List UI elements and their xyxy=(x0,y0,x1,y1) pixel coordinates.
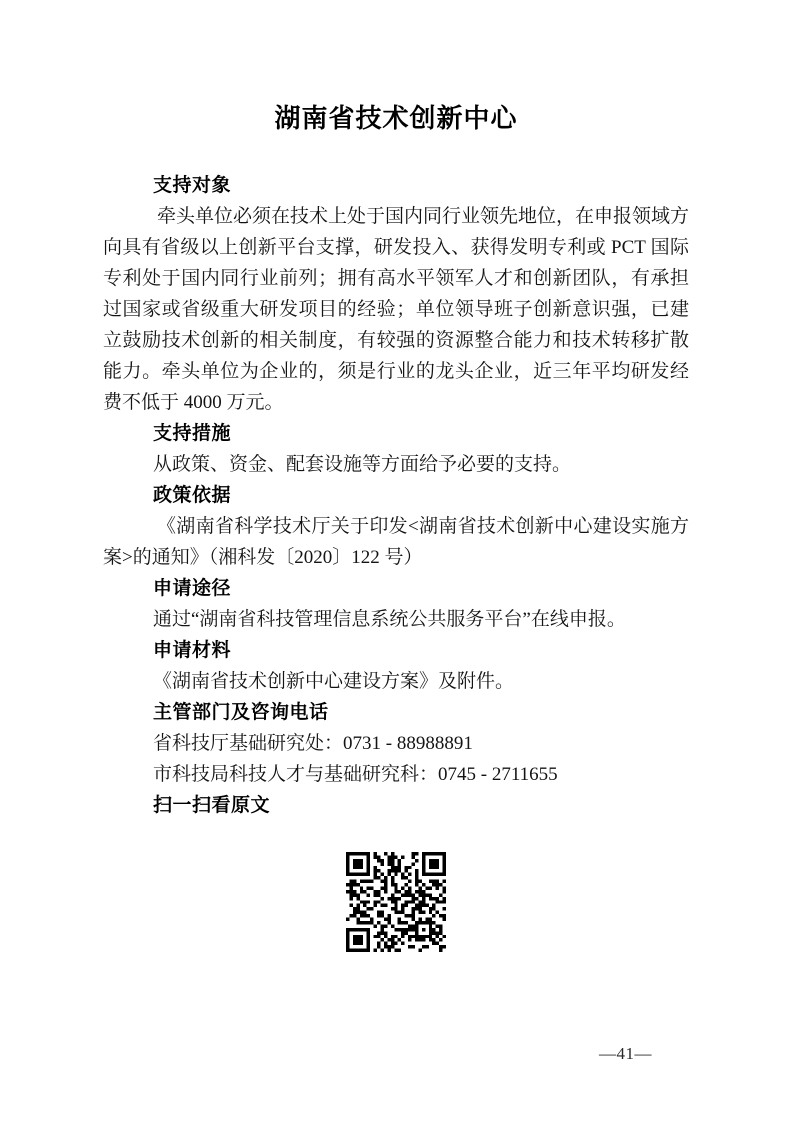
section-heading-support-target: 支持对象 xyxy=(153,175,232,196)
section-heading-application-channel: 申请途径 xyxy=(153,578,232,599)
section-body-support-measures: 从政策、资金、配套设施等方面给予必要的支持。 xyxy=(153,454,572,475)
section-body-policy-basis: 《湖南省科学技术厅关于印发<湖南省技术创新中心建设实施方案>的通知》（湘科发〔2020〕122 号） xyxy=(103,516,689,568)
section-heading-application-materials: 申请材料 xyxy=(153,640,232,661)
section-body-support-target: 牵头单位必须在技术上处于国内同行业领先地位，在申报领域方向具有省级以上创新平台支撑，研发投入、获得发明专利或 PCT 国际专利处于国内同行业前列；拥有高水平领军人才和创新团队，有承担过国家或省级重大研发项目的经验；单位领导班子创新意识强，已建立鼓励技术创新的相关制度，有较强的资源整合能力和技术转移扩散能力。牵头单位为企业的，须是行业的龙头企业，近三年平均研发经费不低于 4000 万元。 xyxy=(103,206,690,413)
section-heading-support-measures: 支持措施 xyxy=(153,423,232,444)
qr-code-icon xyxy=(346,851,446,953)
section-body-application-materials: 《湖南省技术创新中心建设方案》及附件。 xyxy=(153,671,515,692)
contact-line-city: 市科技局科技人才与基础研究科：0745 - 2711655 xyxy=(153,764,558,785)
section-heading-policy-basis: 政策依据 xyxy=(153,485,232,506)
document-title: 湖南省技术创新中心 xyxy=(274,104,518,133)
section-heading-scan-original: 扫一扫看原文 xyxy=(153,795,271,816)
section-body-application-channel: 通过“湖南省科技管理信息系统公共服务平台”在线申报。 xyxy=(153,609,626,630)
section-heading-authority-contacts: 主管部门及咨询电话 xyxy=(153,702,329,723)
contact-line-province: 省科技厅基础研究处：0731 - 88988891 xyxy=(153,733,473,754)
page-number: —41— xyxy=(599,1044,652,1063)
qr-code-container xyxy=(103,851,689,958)
